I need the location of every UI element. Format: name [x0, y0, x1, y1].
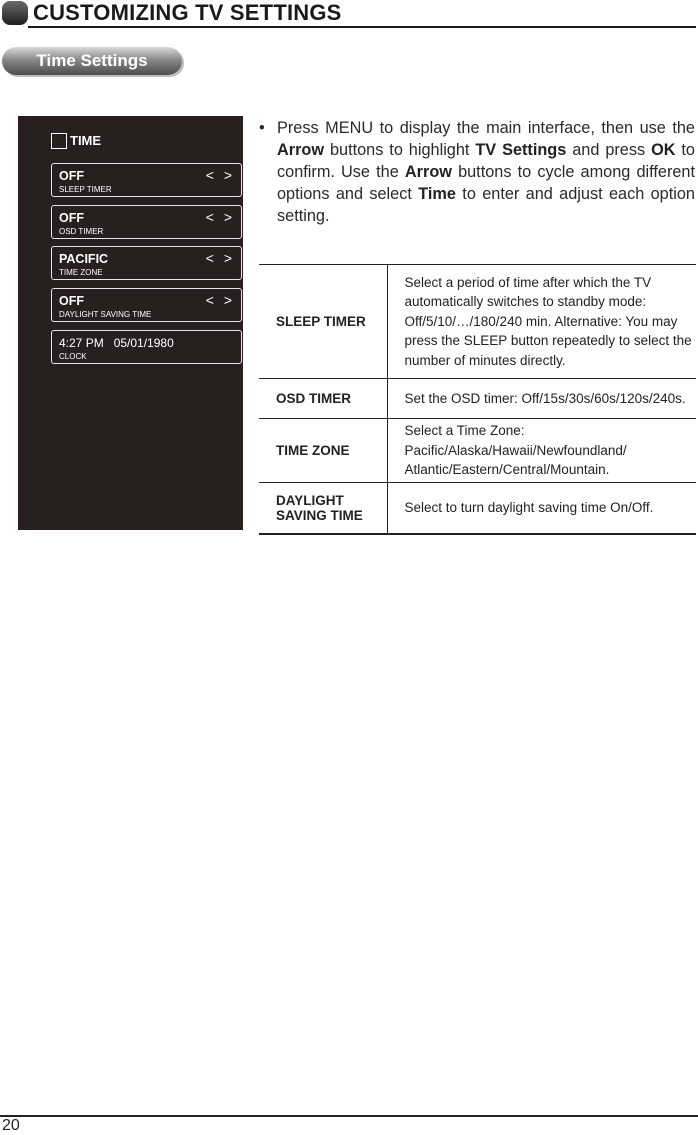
- table-row: [259, 265, 696, 379]
- table-row: [259, 482, 696, 534]
- tv-item-label: OSD TIMER: [59, 227, 104, 236]
- bold-run: Time: [418, 185, 456, 203]
- tv-item-time-zone: [51, 246, 242, 280]
- bold-run: TV Settings: [475, 141, 567, 159]
- tv-item-value: OFF: [59, 294, 84, 308]
- table-row: [259, 379, 696, 419]
- row-label: DAYLIGHT SAVING TIME: [259, 482, 387, 534]
- tv-item-value: PACIFIC: [59, 252, 109, 266]
- page-title: CUSTOMIZING TV SETTINGS: [33, 0, 342, 25]
- text-run: to enter and adjust each option setting.: [277, 185, 695, 225]
- tv-item-value: OFF: [59, 169, 84, 183]
- section-title: Time Settings: [36, 51, 148, 70]
- header-divider: [28, 26, 696, 28]
- tv-item-label: DAYLIGHT SAVING TIME: [59, 310, 152, 319]
- tv-item-value: OFF: [59, 211, 84, 225]
- tv-item-daylight-saving: [51, 288, 242, 322]
- footer-divider: [0, 1115, 698, 1117]
- row-label: SLEEP TIMER: [259, 265, 387, 379]
- tv-item-label: CLOCK: [59, 352, 87, 361]
- left-right-arrows-icon: < >: [205, 167, 235, 183]
- bullet: •: [259, 119, 265, 137]
- text-run: buttons to cycle among different options and select: [277, 163, 695, 203]
- row-description: Select to turn daylight saving time On/Off.: [404, 500, 654, 516]
- row-label: OSD TIMER: [259, 379, 387, 419]
- bold-run: OK: [651, 141, 676, 159]
- tv-item-osd-timer: [51, 205, 242, 239]
- header-pill-icon: [2, 1, 28, 25]
- time-menu-icon: [51, 133, 67, 149]
- row-description: Set the OSD timer: Off/15s/30s/60s/120s/240s.: [404, 390, 686, 406]
- row-description: Select a Time Zone: Pacific/Alaska/Hawaii/Newfoundland/ Atlantic/Eastern/Central/Mountain.: [404, 423, 627, 478]
- section-tab: [2, 47, 182, 75]
- left-right-arrows-icon: < >: [205, 292, 235, 308]
- text-run: and press: [566, 141, 652, 159]
- time-settings-table: [259, 264, 696, 535]
- text-run: to confirm. Use the: [277, 141, 695, 181]
- left-right-arrows-icon: < >: [205, 209, 235, 225]
- table-row: [259, 419, 696, 483]
- tv-time-menu-screenshot: [18, 116, 243, 530]
- tv-menu-title: TIME: [70, 133, 102, 148]
- tv-item-clock: [51, 330, 242, 364]
- instruction-paragraph: [259, 117, 695, 227]
- tv-item-sleep-timer: [51, 163, 242, 197]
- row-label: TIME ZONE: [259, 419, 387, 483]
- left-right-arrows-icon: < >: [205, 250, 235, 266]
- tv-item-label: TIME ZONE: [59, 268, 103, 277]
- tv-item-label: SLEEP TIMER: [59, 185, 112, 194]
- tv-clock-value: 4:27 PM 05/01/1980: [59, 336, 174, 350]
- instruction-text: [277, 117, 695, 227]
- row-description: Select a period of time after which the TV automatically switches to standby mode: Off/5/10/…/180/240 min. Alternative: You may press the SLEEP button repeatedly to select the number of minutes directly.: [404, 274, 692, 368]
- text-run: buttons to highlight: [324, 141, 476, 159]
- page-number: 20: [2, 1117, 20, 1134]
- bold-run: Arrow: [404, 163, 452, 181]
- bold-run: Arrow: [277, 141, 325, 159]
- text-run: Press MENU to display the main interface, then use the: [277, 119, 695, 137]
